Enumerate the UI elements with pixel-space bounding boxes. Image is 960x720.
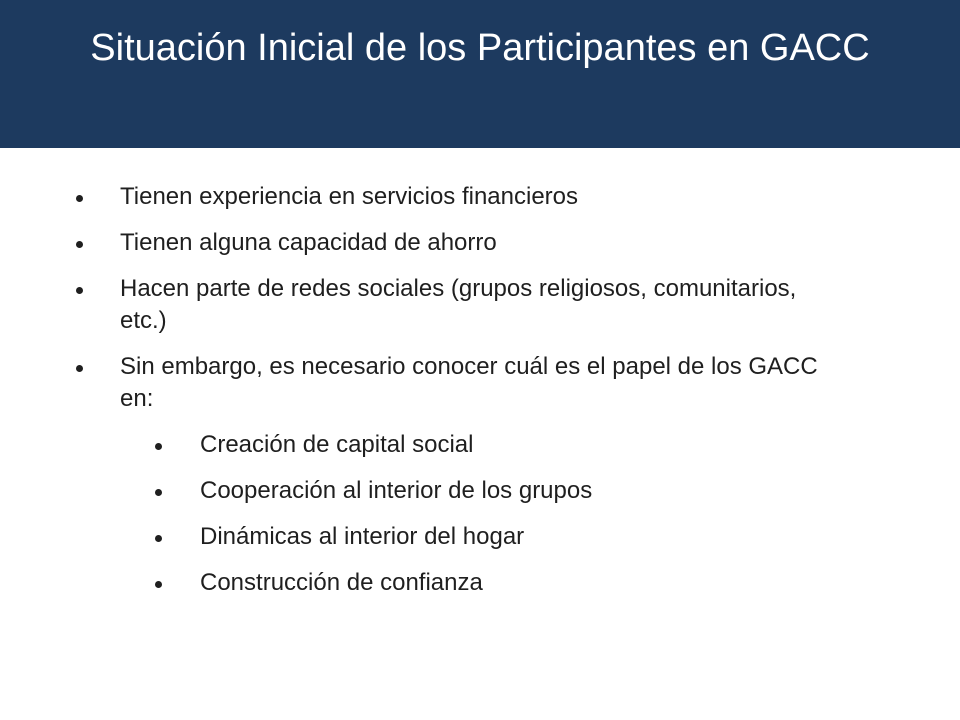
- bullet-icon: [76, 241, 83, 248]
- sub-bullet-text: Dinámicas al interior del hogar: [200, 523, 525, 550]
- sub-bullet-text: Creación de capital social: [200, 431, 474, 458]
- slide-title: Situación Inicial de los Participantes en GACC: [90, 27, 870, 69]
- bullet-icon: [155, 535, 162, 542]
- sub-bullet-item: [0, 475, 840, 507]
- bullet-item: [0, 227, 820, 259]
- bullet-item: [0, 273, 820, 337]
- sub-bullet-text: Cooperación al interior de los grupos: [200, 477, 593, 504]
- bullet-text: Tienen alguna capacidad de ahorro: [120, 229, 497, 256]
- bullet-text: Tienen experiencia en servicios financieros: [120, 183, 579, 210]
- bullet-icon: [76, 287, 83, 294]
- bullet-icon: [76, 195, 83, 202]
- sub-bullet-text: Construcción de confianza: [200, 569, 483, 596]
- bullet-list: [0, 181, 960, 613]
- bullet-item: [0, 351, 820, 415]
- bullet-item: [0, 181, 820, 213]
- title-bar: [0, 0, 960, 148]
- bullet-text: Sin embargo, es necesario conocer cuál es el papel de los GACC en:: [120, 353, 818, 412]
- bullet-icon: [155, 489, 162, 496]
- sub-bullet-item: [0, 429, 840, 461]
- bullet-icon: [155, 443, 162, 450]
- bullet-text: Hacen parte de redes sociales (grupos religiosos, comunitarios, etc.): [120, 275, 797, 334]
- bullet-icon: [155, 581, 162, 588]
- sub-bullet-item: [0, 567, 840, 599]
- sub-bullet-item: [0, 521, 840, 553]
- bullet-icon: [76, 365, 83, 372]
